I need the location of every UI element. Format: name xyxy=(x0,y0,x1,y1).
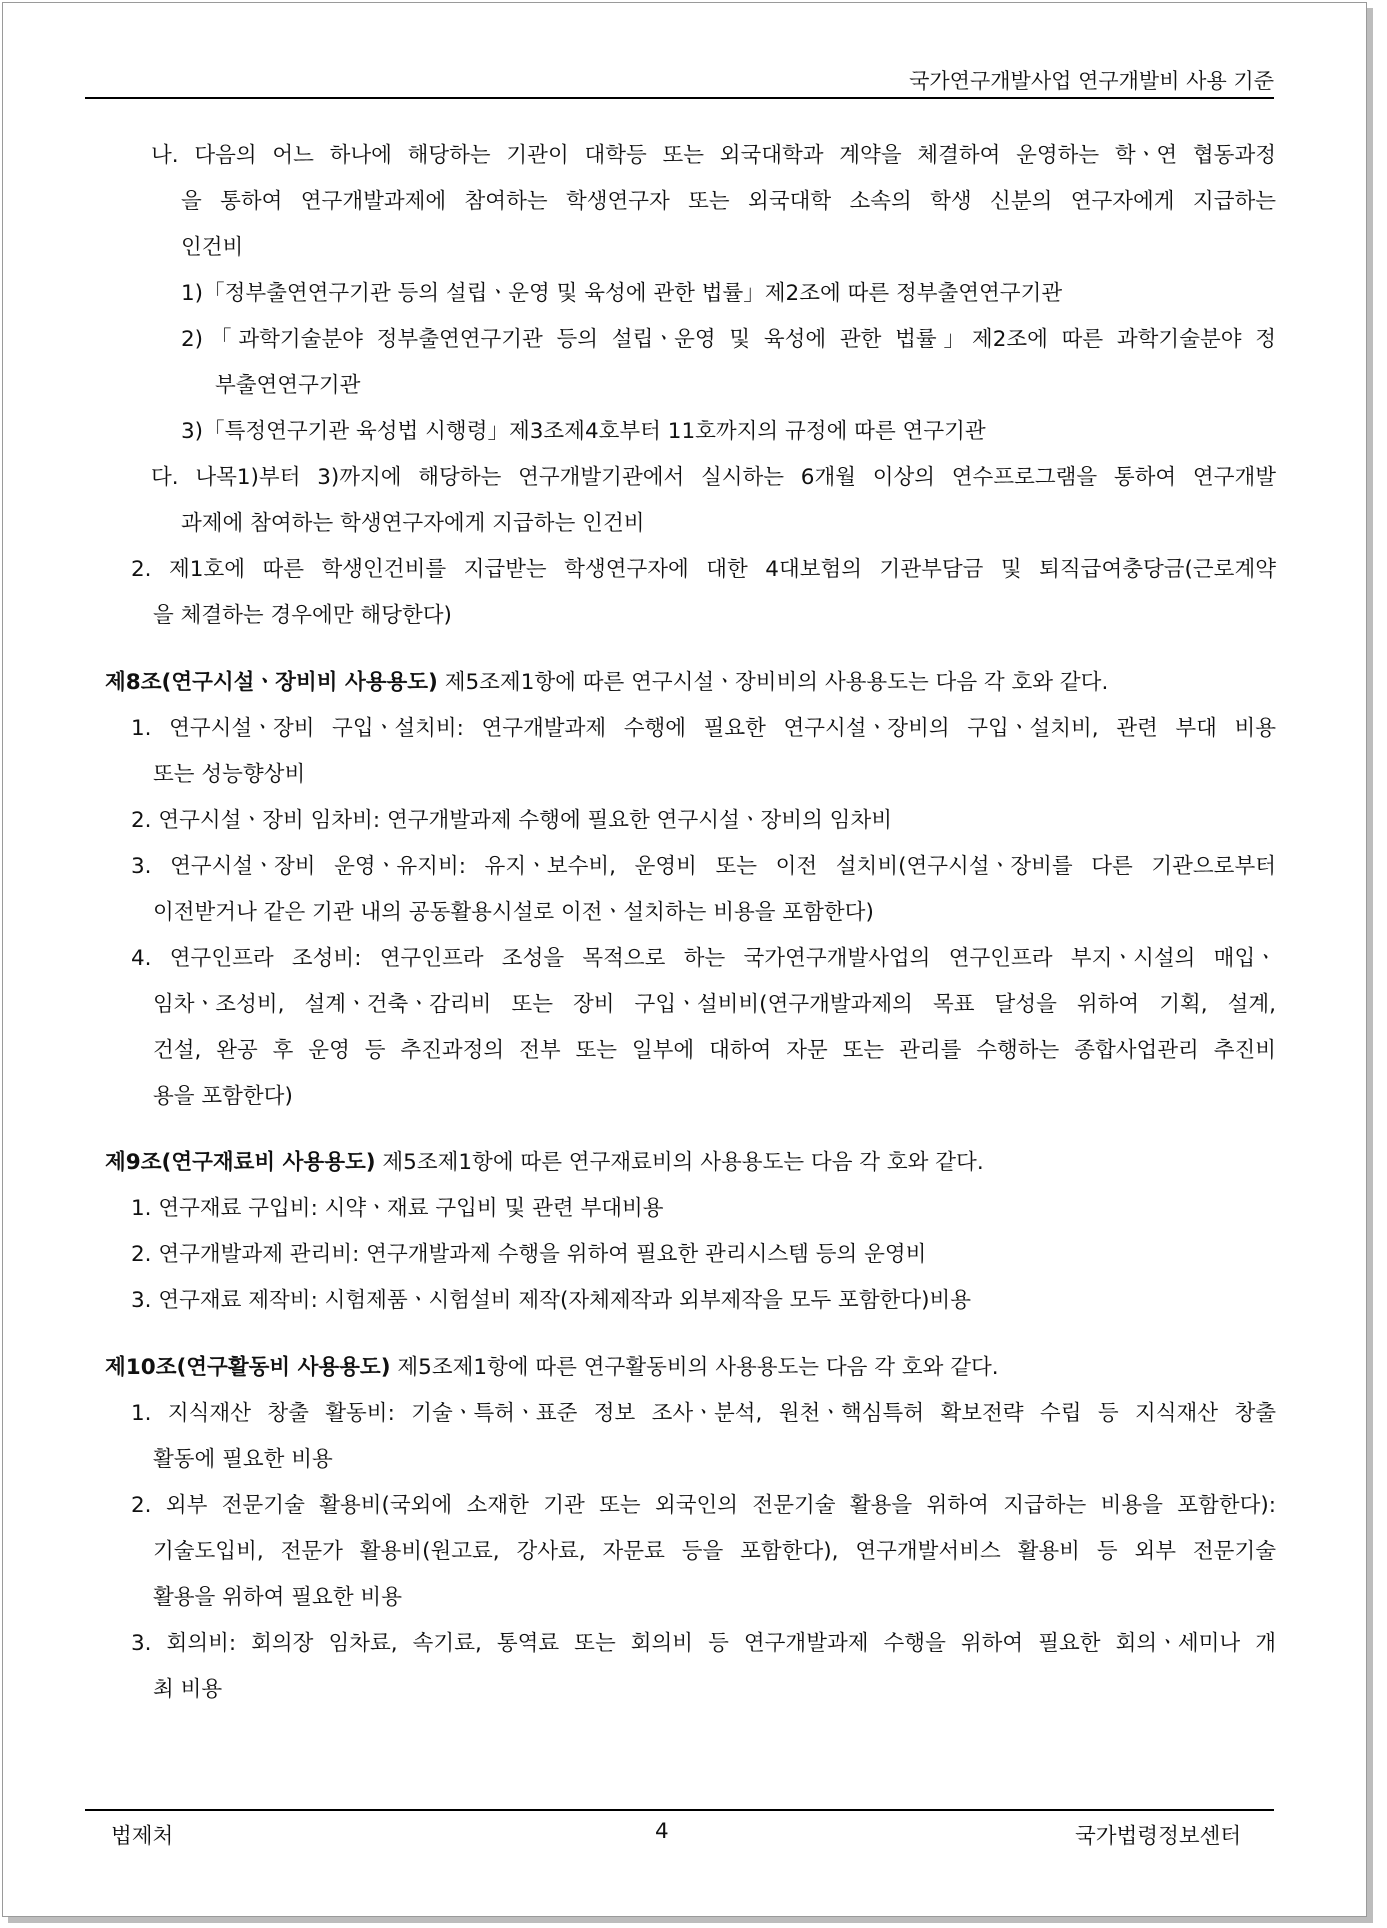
subitem-1: 1)「정부출연연구기관 등의 설립ㆍ운영 및 육성에 관한 법률」제2조에 따른 정부출연연구기관 xyxy=(181,281,1063,306)
article-8-title: 제8조(연구시설ㆍ장비비 사용용도) xyxy=(105,670,438,695)
article-10-title: 제10조(연구활동비 사용용도) xyxy=(105,1355,391,1380)
art9-clause-2: 2. 연구개발과제 관리비: 연구개발과제 수행을 위하여 필요한 관리시스템 등의 운영비 xyxy=(131,1242,927,1267)
art9-clause-1: 1. 연구재료 구입비: 시약ㆍ재료 구입비 및 관련 부대비용 xyxy=(131,1196,664,1221)
footer-page-number: 4 xyxy=(655,1819,669,1844)
art8-clause-4-line4: 용을 포함한다) xyxy=(153,1084,293,1109)
footer-rule xyxy=(85,1809,1274,1811)
subitem-2-line2: 부출연연구기관 xyxy=(215,373,361,398)
art10-clause-3-line2: 최 비용 xyxy=(153,1677,223,1702)
item-da-line1: 다. 나목1)부터 3)까지에 해당하는 연구개발기관에서 실시하는 6개월 이상의 연수프로그램을 통하여 연구개발 xyxy=(151,465,1276,490)
art8-clause-1-line2: 또는 성능향상비 xyxy=(153,762,306,787)
article-10-text: 제5조제1항에 따른 연구활동비의 사용용도는 다음 각 호와 같다. xyxy=(390,1355,999,1380)
item-da-line2: 과제에 참여하는 학생연구자에게 지급하는 인건비 xyxy=(181,511,645,536)
article-9-heading xyxy=(105,1148,984,1178)
art8-clause-2: 2. 연구시설ㆍ장비 임차비: 연구개발과제 수행에 필요한 연구시설ㆍ장비의 임차비 xyxy=(131,808,892,833)
item-na-line3: 인건비 xyxy=(181,235,244,260)
art10-clause-2-line3: 활용을 위하여 필요한 비용 xyxy=(153,1585,402,1610)
header-title: 국가연구개발사업 연구개발비 사용 기준 xyxy=(909,69,1274,93)
clause-2-line1: 2. 제1호에 따른 학생인건비를 지급받는 학생연구자에 대한 4대보험의 기관부담금 및 퇴직급여충당금(근로계약 xyxy=(131,557,1276,582)
article-10-heading xyxy=(105,1353,999,1383)
art10-clause-2-line1: 2. 외부 전문기술 활용비(국외에 소재한 기관 또는 외국인의 전문기술 활용을 위하여 지급하는 비용을 포함한다): xyxy=(131,1493,1276,1518)
article-8-text: 제5조제1항에 따른 연구시설ㆍ장비비의 사용용도는 다음 각 호와 같다. xyxy=(437,670,1109,695)
art8-clause-1-line1: 1. 연구시설ㆍ장비 구입ㆍ설치비: 연구개발과제 수행에 필요한 연구시설ㆍ장비의 구입ㆍ설치비, 관련 부대 비용 xyxy=(131,716,1276,741)
subitem-3: 3)「특정연구기관 육성법 시행령」제3조제4호부터 11호까지의 규정에 따른 연구기관 xyxy=(181,419,986,444)
art8-clause-4-line2: 임차ㆍ조성비, 설계ㆍ건축ㆍ감리비 또는 장비 구입ㆍ설비비(연구개발과제의 목표 달성을 위하여 기획, 설계, xyxy=(153,992,1276,1017)
subitem-2-line1: 2)「과학기술분야 정부출연연구기관 등의 설립ㆍ운영 및 육성에 관한 법률」제2조에 따른 과학기술분야 정 xyxy=(181,327,1276,352)
art10-clause-1-line1: 1. 지식재산 창출 활동비: 기술ㆍ특허ㆍ표준 정보 조사ㆍ분석, 원천ㆍ핵심특허 확보전략 수립 등 지식재산 창출 xyxy=(131,1401,1276,1426)
art8-clause-4-line3: 건설, 완공 후 운영 등 추진과정의 전부 또는 일부에 대하여 자문 또는 관리를 수행하는 종합사업관리 추진비 xyxy=(153,1038,1276,1063)
footer-left: 법제처 xyxy=(111,1824,174,1849)
art10-clause-3-line1: 3. 회의비: 회의장 임차료, 속기료, 통역료 또는 회의비 등 연구개발과제 수행을 위하여 필요한 회의ㆍ세미나 개 xyxy=(131,1631,1276,1656)
art8-clause-3-line1: 3. 연구시설ㆍ장비 운영ㆍ유지비: 유지ㆍ보수비, 운영비 또는 이전 설치비(연구시설ㆍ장비를 다른 기관으로부터 xyxy=(131,854,1276,879)
item-na-line2: 을 통하여 연구개발과제에 참여하는 학생연구자 또는 외국대학 소속의 학생 신분의 연구자에게 지급하는 xyxy=(181,189,1276,214)
clause-2-line2: 을 체결하는 경우에만 해당한다) xyxy=(153,603,452,628)
art10-clause-2-line2: 기술도입비, 전문가 활용비(원고료, 강사료, 자문료 등을 포함한다), 연구개발서비스 활용비 등 외부 전문기술 xyxy=(153,1539,1276,1564)
page-header xyxy=(85,61,1274,99)
art9-clause-3: 3. 연구재료 제작비: 시험제품ㆍ시험설비 제작(자체제작과 외부제작을 모두 포함한다)비용 xyxy=(131,1288,972,1313)
document-page xyxy=(2,2,1367,1917)
article-9-title: 제9조(연구재료비 사용용도) xyxy=(105,1150,376,1175)
item-na-line1: 나. 다음의 어느 하나에 해당하는 기관이 대학등 또는 외국대학과 계약을 체결하여 운영하는 학ㆍ연 협동과정 xyxy=(151,143,1276,168)
footer-right: 국가법령정보센터 xyxy=(1075,1824,1242,1849)
art10-clause-1-line2: 활동에 필요한 비용 xyxy=(153,1447,333,1472)
art8-clause-3-line2: 이전받거나 같은 기관 내의 공동활용시설로 이전ㆍ설치하는 비용을 포함한다) xyxy=(153,900,874,925)
article-9-text: 제5조제1항에 따른 연구재료비의 사용용도는 다음 각 호와 같다. xyxy=(375,1150,984,1175)
article-8-heading xyxy=(105,668,1108,698)
art8-clause-4-line1: 4. 연구인프라 조성비: 연구인프라 조성을 목적으로 하는 국가연구개발사업의 연구인프라 부지ㆍ시설의 매입ㆍ xyxy=(131,946,1276,971)
